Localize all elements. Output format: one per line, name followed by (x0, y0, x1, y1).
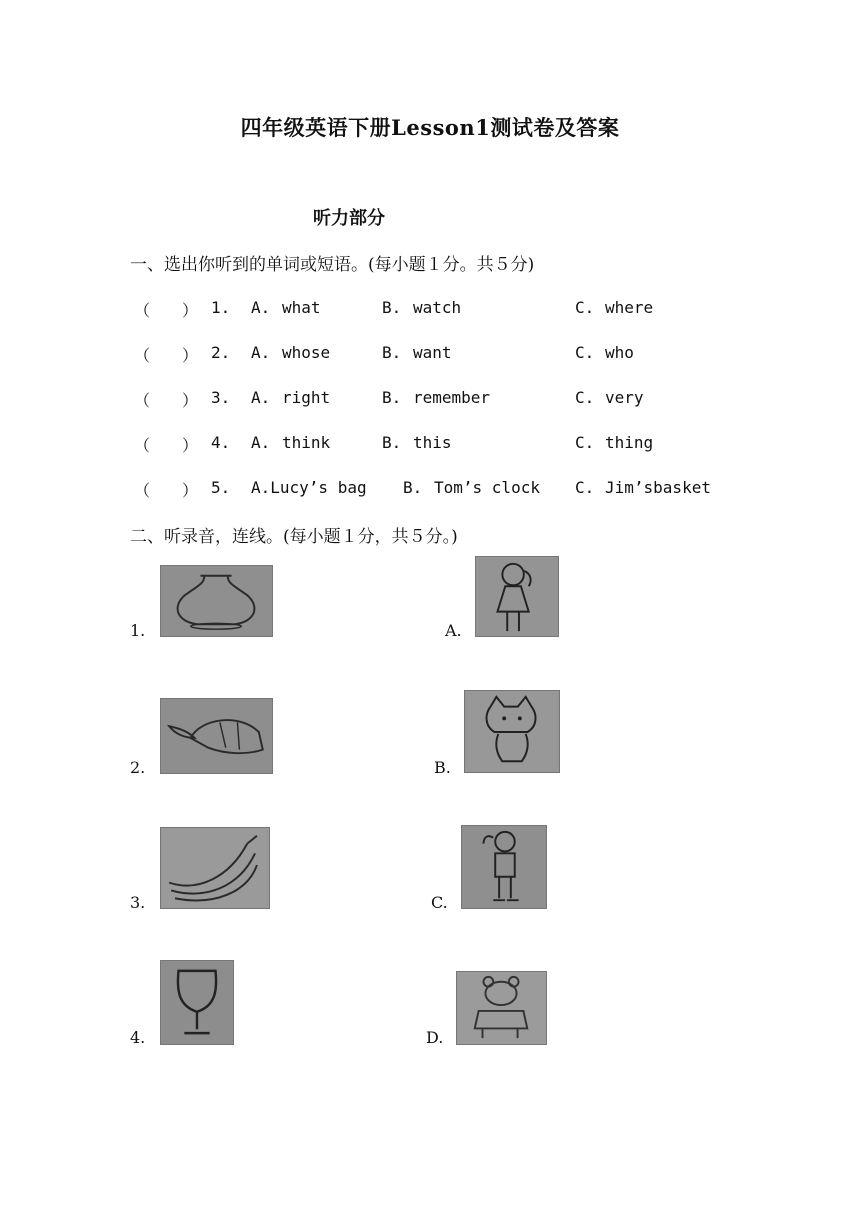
option-a-letter: A. (251, 343, 271, 362)
match-left-label: 3. (130, 893, 146, 912)
option-a-letter: A. (251, 298, 271, 317)
option-c-text: Jim’sbasket (605, 478, 711, 497)
match-right-label: A. (445, 621, 462, 640)
boy-icon (462, 826, 546, 908)
option-c-letter: C. (575, 343, 595, 362)
answer-paren[interactable]: （ ） (134, 346, 199, 365)
match-left-label: 4. (130, 1028, 146, 1047)
option-a-letter: A. (251, 433, 271, 452)
question-number: 1. (211, 298, 231, 317)
section1-heading: 一、选出你听到的单词或短语。(每小题１分。共５分) (130, 255, 535, 275)
answer-paren[interactable]: （ ） (134, 301, 199, 320)
question-number: 3. (211, 388, 231, 407)
option-b-letter: B. (403, 478, 423, 497)
option-b-text: want (413, 343, 452, 362)
listening-section-title: 听力部分 (313, 208, 385, 229)
question-number: 2. (211, 343, 231, 362)
option-b-letter: B. (382, 433, 402, 452)
bananas-icon (161, 828, 269, 908)
match-left-label: 1. (130, 621, 146, 640)
kitten-icon (465, 691, 559, 772)
option-c-text: who (605, 343, 634, 362)
option-b-text: watch (413, 298, 462, 317)
bananas-picture[interactable] (160, 827, 270, 909)
girl-icon (476, 557, 558, 636)
option-a-text: right (282, 388, 331, 407)
bear-picture[interactable] (456, 971, 547, 1045)
vase-picture[interactable] (160, 565, 273, 637)
glass-picture[interactable] (160, 960, 234, 1045)
match-right-label: D. (426, 1028, 444, 1047)
question-number: 4. (211, 433, 231, 452)
kitten-picture[interactable] (464, 690, 560, 773)
boy-picture[interactable] (461, 825, 547, 909)
answer-paren[interactable]: （ ） (134, 391, 199, 410)
bear-icon (457, 972, 546, 1044)
option-b-letter: B. (382, 388, 402, 407)
option-b-letter: B. (382, 343, 402, 362)
match-right-label: B. (434, 758, 451, 777)
option-c-text: thing (605, 433, 654, 452)
option-a-text: A.Lucy’s bag (251, 478, 367, 497)
cap-icon (161, 699, 272, 773)
option-b-text: remember (413, 388, 491, 407)
option-c-letter: C. (575, 298, 595, 317)
option-c-text: very (605, 388, 644, 407)
option-c-letter: C. (575, 478, 595, 497)
option-a-letter: A. (251, 388, 271, 407)
answer-paren[interactable]: （ ） (134, 481, 199, 500)
option-c-letter: C. (575, 433, 595, 452)
option-c-text: where (605, 298, 654, 317)
option-b-letter: B. (382, 298, 402, 317)
option-a-text: whose (282, 343, 331, 362)
option-c-letter: C. (575, 388, 595, 407)
vase-icon (161, 566, 272, 636)
glass-icon (161, 961, 233, 1044)
girl-picture[interactable] (475, 556, 559, 637)
answer-paren[interactable]: （ ） (134, 436, 199, 455)
cap-picture[interactable] (160, 698, 273, 774)
match-left-label: 2. (130, 758, 146, 777)
match-right-label: C. (431, 893, 448, 912)
document-title: 四年级英语下册Lesson1测试卷及答案 (240, 115, 620, 140)
section2-heading: 二、听录音，连线。(每小题１分，共５分。) (130, 527, 458, 547)
option-b-text: this (413, 433, 452, 452)
option-a-text: what (282, 298, 321, 317)
option-a-text: think (282, 433, 331, 452)
option-b-text: Tom’s clock (434, 478, 540, 497)
question-number: 5. (211, 478, 231, 497)
